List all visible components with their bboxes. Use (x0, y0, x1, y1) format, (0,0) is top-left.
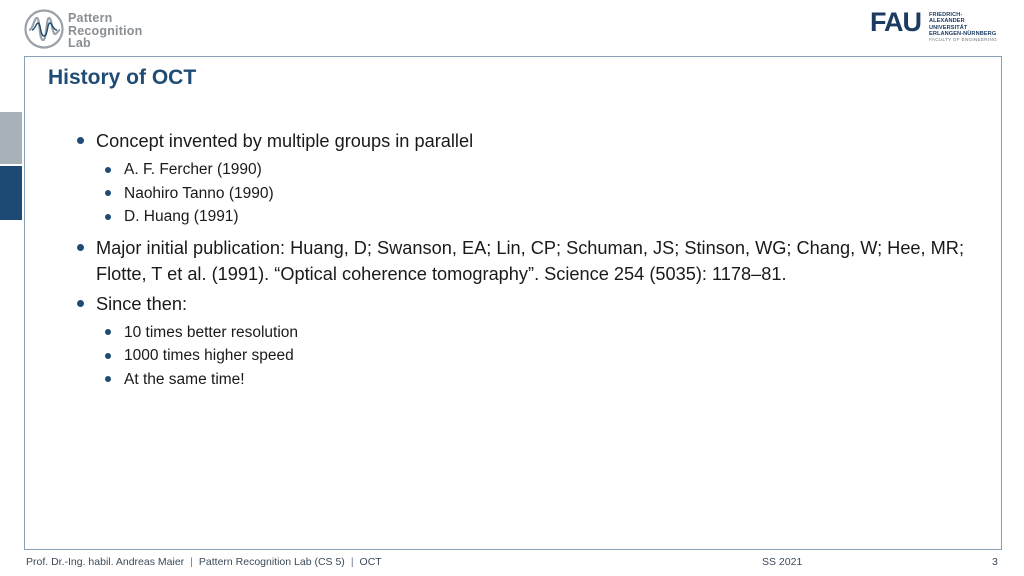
prl-logo-text (68, 12, 142, 50)
bullet-dot-icon (77, 244, 84, 251)
sub-bullet-list (74, 158, 994, 229)
sub-bullet-item (74, 344, 994, 368)
sub-bullet-list (74, 321, 994, 392)
prl-logo-line: Recognition (68, 23, 143, 38)
sub-bullet-dot-icon (105, 376, 111, 382)
fau-logo-line: ERLANGEN-NÜRNBERG (929, 30, 997, 37)
sub-bullet-item (74, 158, 994, 182)
bullet-item (74, 128, 994, 154)
sub-bullet-text: 1000 times higher speed (124, 347, 294, 364)
sub-bullet-dot-icon (105, 167, 111, 173)
fau-logo-faculty: FACULTY OF ENGINEERING (929, 37, 997, 42)
sub-bullet-item (74, 368, 994, 392)
slide-content (74, 128, 994, 397)
sub-bullet-dot-icon (105, 214, 111, 220)
fau-logo (870, 9, 998, 47)
sub-bullet-text: Naohiro Tanno (1990) (124, 184, 274, 202)
footer-separator: | (350, 556, 354, 568)
bullet-item (74, 235, 994, 287)
sub-bullet-item (74, 182, 994, 206)
footer-author: Prof. Dr.-Ing. habil. Andreas Maier (26, 556, 185, 568)
sub-bullet-text: At the same time! (124, 370, 245, 388)
sub-bullet-text: A. F. Fercher (1990) (124, 161, 262, 178)
footer-lab: Pattern Recognition Lab (CS 5) (198, 556, 345, 568)
sub-bullet-text: 10 times better resolution (124, 323, 299, 341)
bullet-text: Major initial publication: Huang, D; Swanson, EA; Lin, CP; Schuman, JS; Stinson, WG; Chang, W; Hee, MR; Flotte, T et al. (1991). “Optical coherence tomography”. Science 254 (5035): 1178–81. (96, 237, 964, 284)
bullet-dot-icon (77, 137, 84, 144)
footer-separator: | (190, 556, 193, 568)
prl-logo-line: Lab (68, 36, 91, 50)
footer-page-number: 3 (992, 556, 998, 568)
slide-frame-bottom (24, 549, 1002, 550)
sub-bullet-item (74, 321, 994, 345)
prl-logo-line: Pattern (68, 11, 113, 25)
slide-title: History of OCT (48, 66, 197, 89)
sub-bullet-dot-icon (105, 353, 111, 359)
section-marker-active (0, 166, 22, 220)
fau-logo-mark: FAU (870, 7, 921, 37)
slide-frame-top (24, 56, 1002, 57)
section-marker-grey (0, 112, 22, 164)
slide-frame-right (1001, 56, 1002, 550)
bullet-item (74, 291, 994, 317)
pattern-recognition-lab-logo (24, 9, 154, 53)
bullet-text: Since then: (96, 293, 187, 314)
slide-frame-left (24, 56, 25, 550)
fau-logo-university-name (929, 12, 998, 37)
sub-bullet-item (74, 205, 994, 229)
bullet-text: Concept invented by multiple groups in parallel (96, 131, 474, 151)
footer-semester: SS 2021 (762, 556, 803, 568)
fau-logo-line: FRIEDRICH-ALEXANDER (929, 12, 965, 25)
footer-credits (26, 556, 382, 568)
sub-bullet-text: D. Huang (1991) (124, 208, 239, 225)
footer-topic: OCT (359, 556, 382, 568)
prl-logo-icon (24, 9, 64, 49)
sub-bullet-dot-icon (105, 329, 111, 335)
sub-bullet-dot-icon (105, 190, 111, 196)
bullet-dot-icon (77, 300, 84, 307)
fau-logo-line: UNIVERSITÄT (929, 24, 968, 31)
